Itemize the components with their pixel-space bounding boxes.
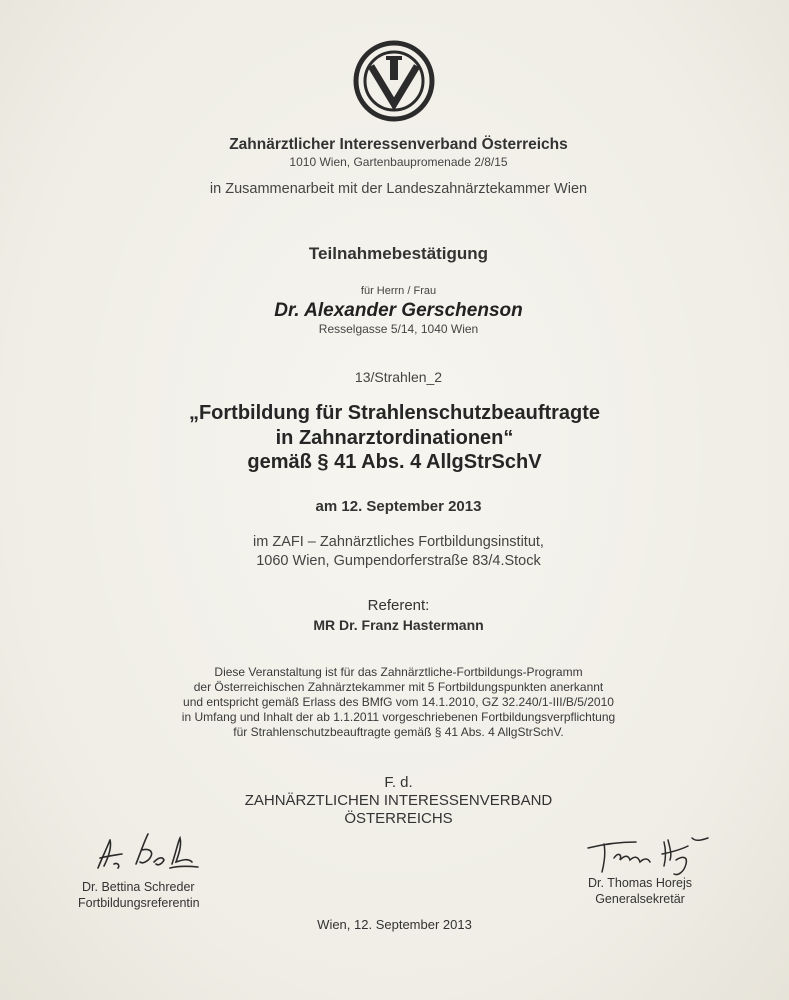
signature-left-icon bbox=[92, 828, 202, 876]
recipient-address: Resselgasse 5/14, 1040 Wien bbox=[318, 322, 479, 336]
venue-line: im ZAFI – Zahnärztliches Fortbildungsinstitut, bbox=[253, 534, 544, 550]
organization-name: Zahnärztlicher Interessenverband Österreichs bbox=[229, 136, 568, 153]
on-behalf-label: F. d. bbox=[384, 774, 413, 791]
accreditation-line: für Strahlenschutzbeauftragte gemäß § 41 Abs. 4 AllgStrSchV. bbox=[233, 725, 564, 739]
signatory-left-role: Fortbildungsreferentin bbox=[78, 896, 200, 910]
accreditation-line: in Umfang und Inhalt der ab 1.1.2011 vorgeschriebenen Fortbildungsverpflichtung bbox=[181, 710, 616, 724]
document-title: Teilnahmebestätigung bbox=[308, 244, 489, 263]
cooperation-line: in Zusammenarbeit mit der Landeszahnärztekammer Wien bbox=[209, 181, 588, 197]
accreditation-text bbox=[4, 665, 789, 740]
signatory-right bbox=[560, 875, 720, 907]
course-title-line: gemäß § 41 Abs. 4 AllgStrSchV bbox=[247, 451, 542, 473]
course-title-line: „Fortbildung für Strahlenschutzbeauftragte bbox=[188, 402, 601, 424]
course-title bbox=[0, 401, 789, 475]
issuing-organization-line: ZAHNÄRZTLICHEN INTERESSENVERBAND bbox=[244, 792, 553, 809]
issuing-organization bbox=[4, 792, 789, 828]
signatory-left bbox=[78, 879, 228, 911]
organization-address: 1010 Wien, Gartenbaupromenade 2/8/15 bbox=[289, 155, 508, 169]
course-code: 13/Strahlen_2 bbox=[354, 369, 443, 385]
course-date: am 12. September 2013 bbox=[315, 498, 482, 515]
recipient-name: Dr. Alexander Gerschenson bbox=[274, 300, 523, 321]
recipient-label: für Herrn / Frau bbox=[360, 285, 437, 297]
issuing-organization-line: ÖSTERREICHS bbox=[344, 810, 453, 827]
accreditation-line: und entspricht gemäß Erlass des BMfG vom 14.1.2010, GZ 32.240/1-III/B/5/2010 bbox=[183, 695, 614, 709]
referent-name: MR Dr. Franz Hastermann bbox=[313, 617, 484, 633]
signature-right-icon bbox=[584, 830, 714, 878]
referent-label: Referent: bbox=[367, 597, 430, 614]
course-title-line: in Zahnarztordinationen“ bbox=[275, 426, 514, 449]
ziv-emblem-icon bbox=[353, 40, 435, 122]
accreditation-line: der Österreichischen Zahnärztekammer mit 5 Fortbildungspunkten anerkannt bbox=[193, 680, 604, 694]
venue-line: 1060 Wien, Gumpendorferstraße 83/4.Stock bbox=[256, 553, 541, 569]
signatory-right-role: Generalsekretär bbox=[595, 892, 685, 906]
accreditation-line: Diese Veranstaltung ist für das Zahnärztliche-Fortbildungs-Programm bbox=[214, 665, 583, 679]
signatory-left-name: Dr. Bettina Schreder bbox=[82, 880, 195, 894]
course-venue bbox=[4, 533, 789, 571]
signatory-right-name: Dr. Thomas Horejs bbox=[588, 876, 692, 890]
place-and-date: Wien, 12. September 2013 bbox=[317, 917, 472, 932]
